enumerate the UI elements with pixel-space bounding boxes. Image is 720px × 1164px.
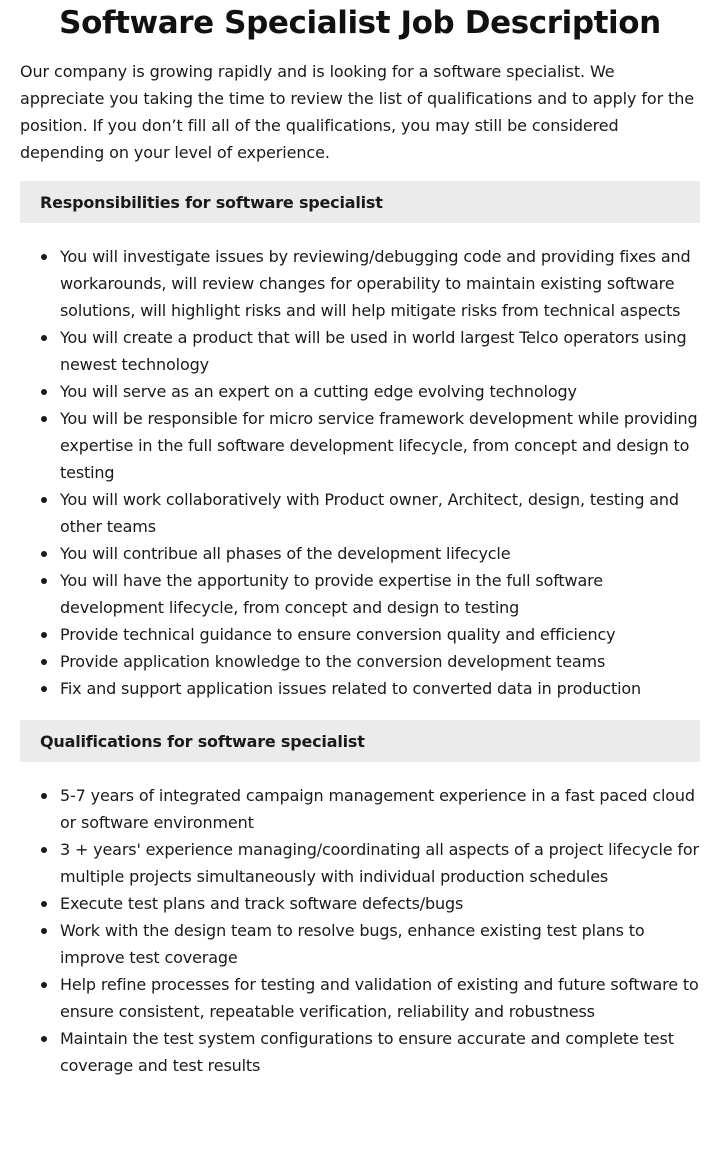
bullet-icon xyxy=(41,578,47,584)
list-item: Provide application knowledge to the conversion development teams xyxy=(60,648,700,675)
qualifications-heading: Qualifications for software specialist xyxy=(40,731,365,751)
bullet-icon xyxy=(41,928,47,934)
list-item: You will create a product that will be used in world largest Telco operators using newest technology xyxy=(60,324,700,378)
responsibilities-heading: Responsibilities for software specialist xyxy=(40,192,383,212)
bullet-icon xyxy=(41,847,47,853)
bullet-icon xyxy=(41,793,47,799)
bullet-icon xyxy=(41,416,47,422)
list-item: Help refine processes for testing and validation of existing and future software to ensure consistent, repeatable verification, reliability and robustness xyxy=(60,971,700,1025)
list-item: You will serve as an expert on a cutting edge evolving technology xyxy=(60,378,700,405)
bullet-icon xyxy=(41,335,47,341)
qualifications-list xyxy=(20,782,700,1079)
list-item: You will work collaboratively with Product owner, Architect, design, testing and other teams xyxy=(60,486,700,540)
list-item: 3 + years' experience managing/coordinating all aspects of a project lifecycle for multiple projects simultaneously with individual production schedules xyxy=(60,836,700,890)
bullet-icon xyxy=(41,389,47,395)
qualifications-header xyxy=(20,720,700,762)
bullet-icon xyxy=(41,686,47,692)
bullet-icon xyxy=(41,1036,47,1042)
list-item: Maintain the test system configurations to ensure accurate and complete test coverage and test results xyxy=(60,1025,700,1079)
bullet-icon xyxy=(41,901,47,907)
list-item: You will investigate issues by reviewing/debugging code and providing fixes and workarounds, will review changes for operability to maintain existing software solutions, will highlight risks and will help mitigate risks from technical aspects xyxy=(60,243,700,324)
list-item: Provide technical guidance to ensure conversion quality and efficiency xyxy=(60,621,700,648)
responsibilities-header xyxy=(20,181,700,223)
page-title: Software Specialist Job Description xyxy=(59,5,661,41)
list-item: Execute test plans and track software defects/bugs xyxy=(60,890,700,917)
intro-paragraph: Our company is growing rapidly and is looking for a software specialist. We appreciate you taking the time to review the list of qualifications and to apply for the position. If you don’t fill all of the qualifications, you may still be considered depending on your level of experience. xyxy=(20,62,694,162)
list-item: You will be responsible for micro service framework development while providing expertise in the full software development lifecycle, from concept and design to testing xyxy=(60,405,700,486)
list-item: Fix and support application issues related to converted data in production xyxy=(60,675,700,702)
list-item: Work with the design team to resolve bugs, enhance existing test plans to improve test coverage xyxy=(60,917,700,971)
list-item: You will have the apportunity to provide expertise in the full software development lifecycle, from concept and design to testing xyxy=(60,567,700,621)
bullet-icon xyxy=(41,982,47,988)
responsibilities-list xyxy=(20,243,700,702)
list-item: 5-7 years of integrated campaign management experience in a fast paced cloud or software environment xyxy=(60,782,700,836)
bullet-icon xyxy=(41,551,47,557)
bullet-icon xyxy=(41,632,47,638)
list-item: You will contribue all phases of the development lifecycle xyxy=(60,540,700,567)
bullet-icon xyxy=(41,254,47,260)
bullet-icon xyxy=(41,659,47,665)
bullet-icon xyxy=(41,497,47,503)
